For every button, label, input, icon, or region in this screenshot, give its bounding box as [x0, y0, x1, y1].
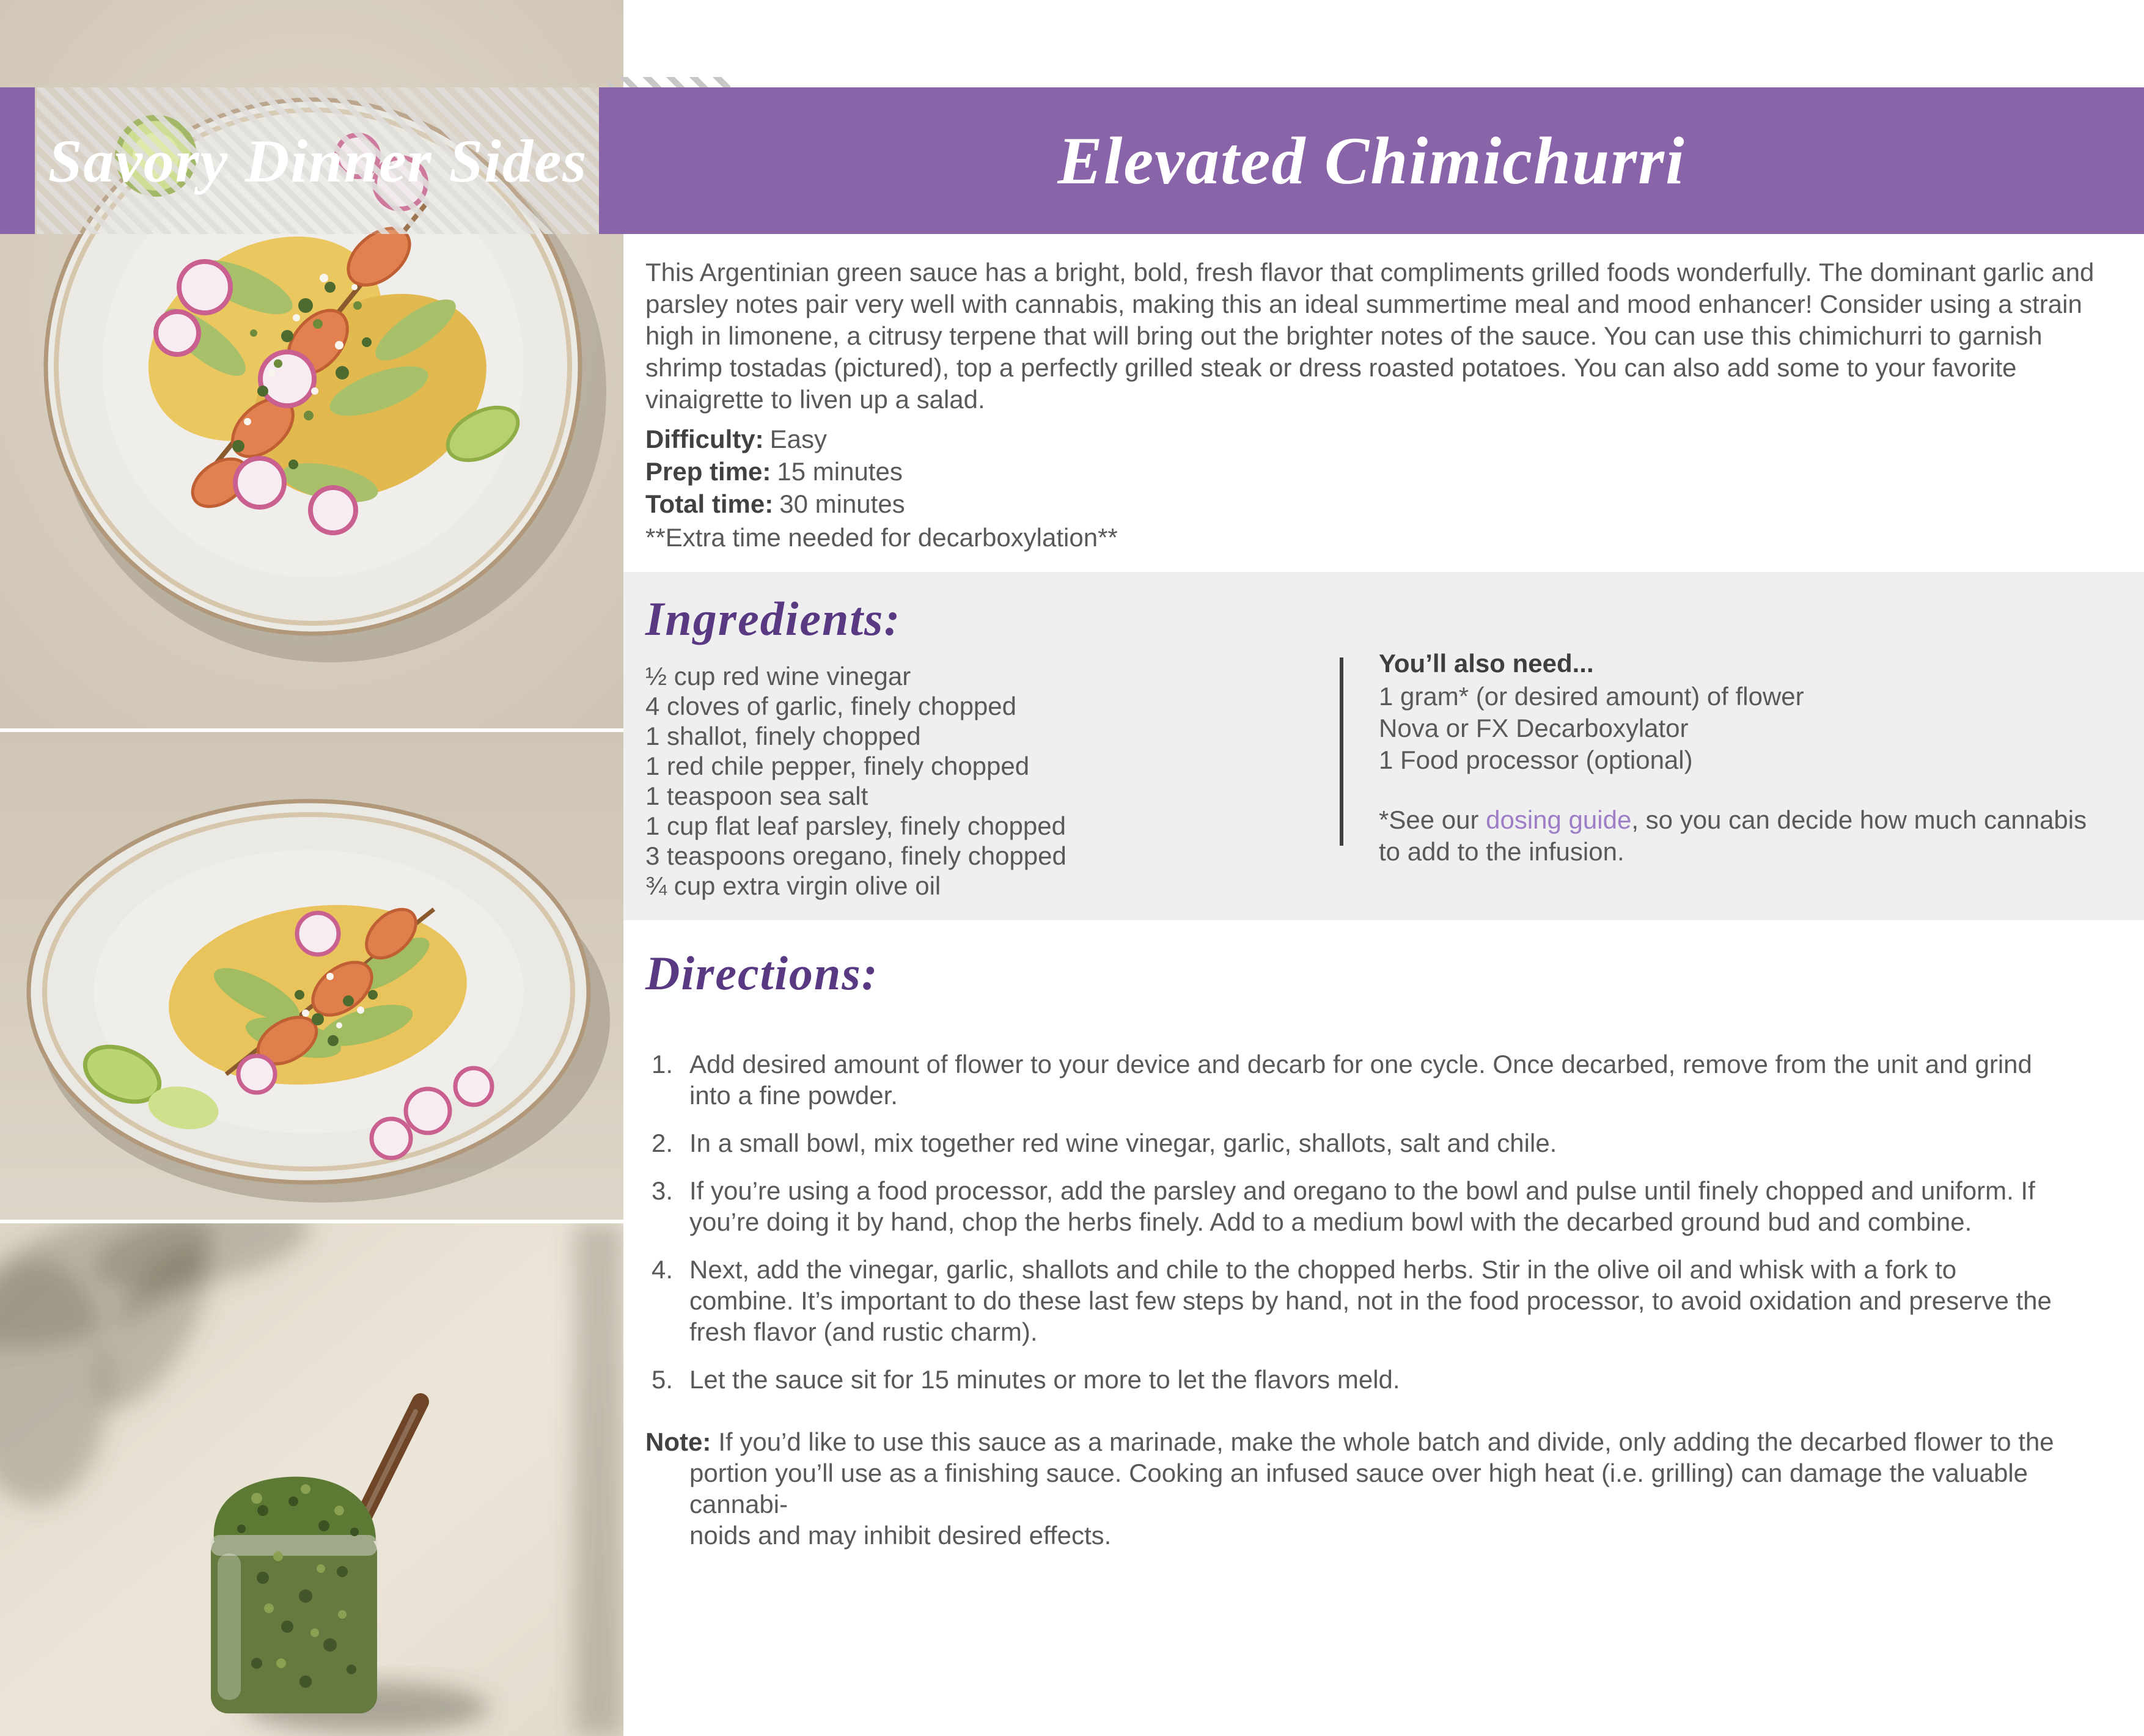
photo-tostada-angled — [0, 732, 623, 1220]
also-need-item: 1 Food processor (optional) — [1379, 745, 1693, 774]
note-line: portion you’ll use as a finishing sauce. Cooking an infused sauce over high heat (i.e. grilling) can damage the valuable cannabi- — [689, 1459, 2028, 1518]
directions-heading: Directions: — [645, 947, 879, 1000]
also-need-item: Nova or FX Decarboxylator — [1379, 714, 1689, 742]
ingredients-heading: Ingredients: — [645, 592, 901, 645]
recipe-title: Elevated Chimichurri — [1057, 123, 1686, 198]
dosing-footnote — [1379, 804, 2106, 868]
ingredient-item: 3 teaspoons oregano, finely chopped — [645, 841, 1066, 870]
dosing-guide-link[interactable]: dosing guide — [1486, 805, 1632, 834]
ingredient-item: 1 shallot, finely chopped — [645, 722, 921, 750]
marinade-note — [645, 1426, 2088, 1551]
also-need-block — [1379, 648, 2106, 868]
also-need-heading: You’ll also need... — [1379, 649, 1594, 678]
also-need-item: 1 gram* (or desired amount) of flower — [1379, 682, 1804, 711]
vertical-divider — [1340, 657, 1343, 846]
meta-row-total-time: Total time: 30 minutes — [645, 489, 905, 518]
ingredient-item: 1 teaspoon sea salt — [645, 782, 868, 810]
ingredient-item: 4 cloves of garlic, finely chopped — [645, 692, 1017, 720]
decarb-note: **Extra time needed for decarboxylation** — [645, 523, 1118, 552]
direction-step: 4. Next, add the vinegar, garlic, shallots and chile to the chopped herbs. Stir in the olive oil and whisk with a fork to combine. It’s important to do these last few steps by hand, not in the food processor, to avoid oxidation and preserve the fresh flavor (and rustic charm). — [652, 1255, 2052, 1346]
meta-row-difficulty: Difficulty: Easy — [645, 425, 828, 453]
directions-list — [652, 1049, 2057, 1412]
footnote-text-pre: *See our — [1379, 805, 1486, 834]
photo-chimichurri-jar — [0, 1223, 623, 1736]
ingredient-item: 1 cup flat leaf parsley, finely chopped — [645, 811, 1066, 840]
meta-row-prep-time: Prep time: 15 minutes — [645, 457, 903, 486]
ingredient-item: ½ cup red wine vinegar — [645, 662, 911, 690]
footnote-text-post: , so you can decide how much cannabis to add to the infusion. — [1379, 805, 2087, 866]
direction-step: 3. If you’re using a food processor, add the parsley and oregano to the bowl and pulse until finely chopped and uniform. If you’re doing it by hand, chop the herbs finely. Add to a medium bowl with the decarbed ground bud and combine. — [652, 1176, 2035, 1236]
intro-paragraph: This Argentinian green sauce has a bright, bold, fresh flavor that compliments grilled foods wonderfully. The dominant garlic and parsley notes pair very well with cannabis, making this an ideal summertime meal and mood enhancer! Consider using a strain high in limonene, a citrusy terpene that will bring out the brighter notes of the sauce. You can use this chimichurri to garnish shrimp tostadas (pictured), top a perfectly grilled steak or dress roasted potatoes. You can also add some to your favorite vinaigrette to liven up a salad. — [645, 258, 2094, 414]
ingredients-list — [645, 661, 1066, 901]
direction-step: 2. In a small bowl, mix together red wine vinegar, garlic, shallots, salt and chile. — [652, 1129, 1557, 1157]
note-line: Note: If you’d like to use this sauce as a marinade, make the whole batch and divide, only adding the decarbed flower to the — [645, 1427, 2054, 1456]
photo-column — [0, 0, 623, 1736]
ingredient-item: 1 red chile pepper, finely chopped — [645, 752, 1030, 780]
meta-block — [645, 423, 905, 520]
note-line: noids and may inhibit desired effects. — [689, 1521, 1112, 1550]
recipe-title-banner — [599, 87, 2144, 234]
direction-step: 5. Let the sauce sit for 15 minutes or more to let the flavors meld. — [652, 1365, 1400, 1394]
section-banner — [37, 87, 599, 234]
corner-accent-block — [0, 87, 35, 234]
ingredient-item: ¾ cup extra virgin olive oil — [645, 871, 941, 900]
direction-step: 1. Add desired amount of flower to your device and decarb for one cycle. Once decarbed, remove from the unit and grind into a fine powder. — [652, 1050, 2032, 1110]
section-title: Savory Dinner Sides — [48, 126, 588, 195]
